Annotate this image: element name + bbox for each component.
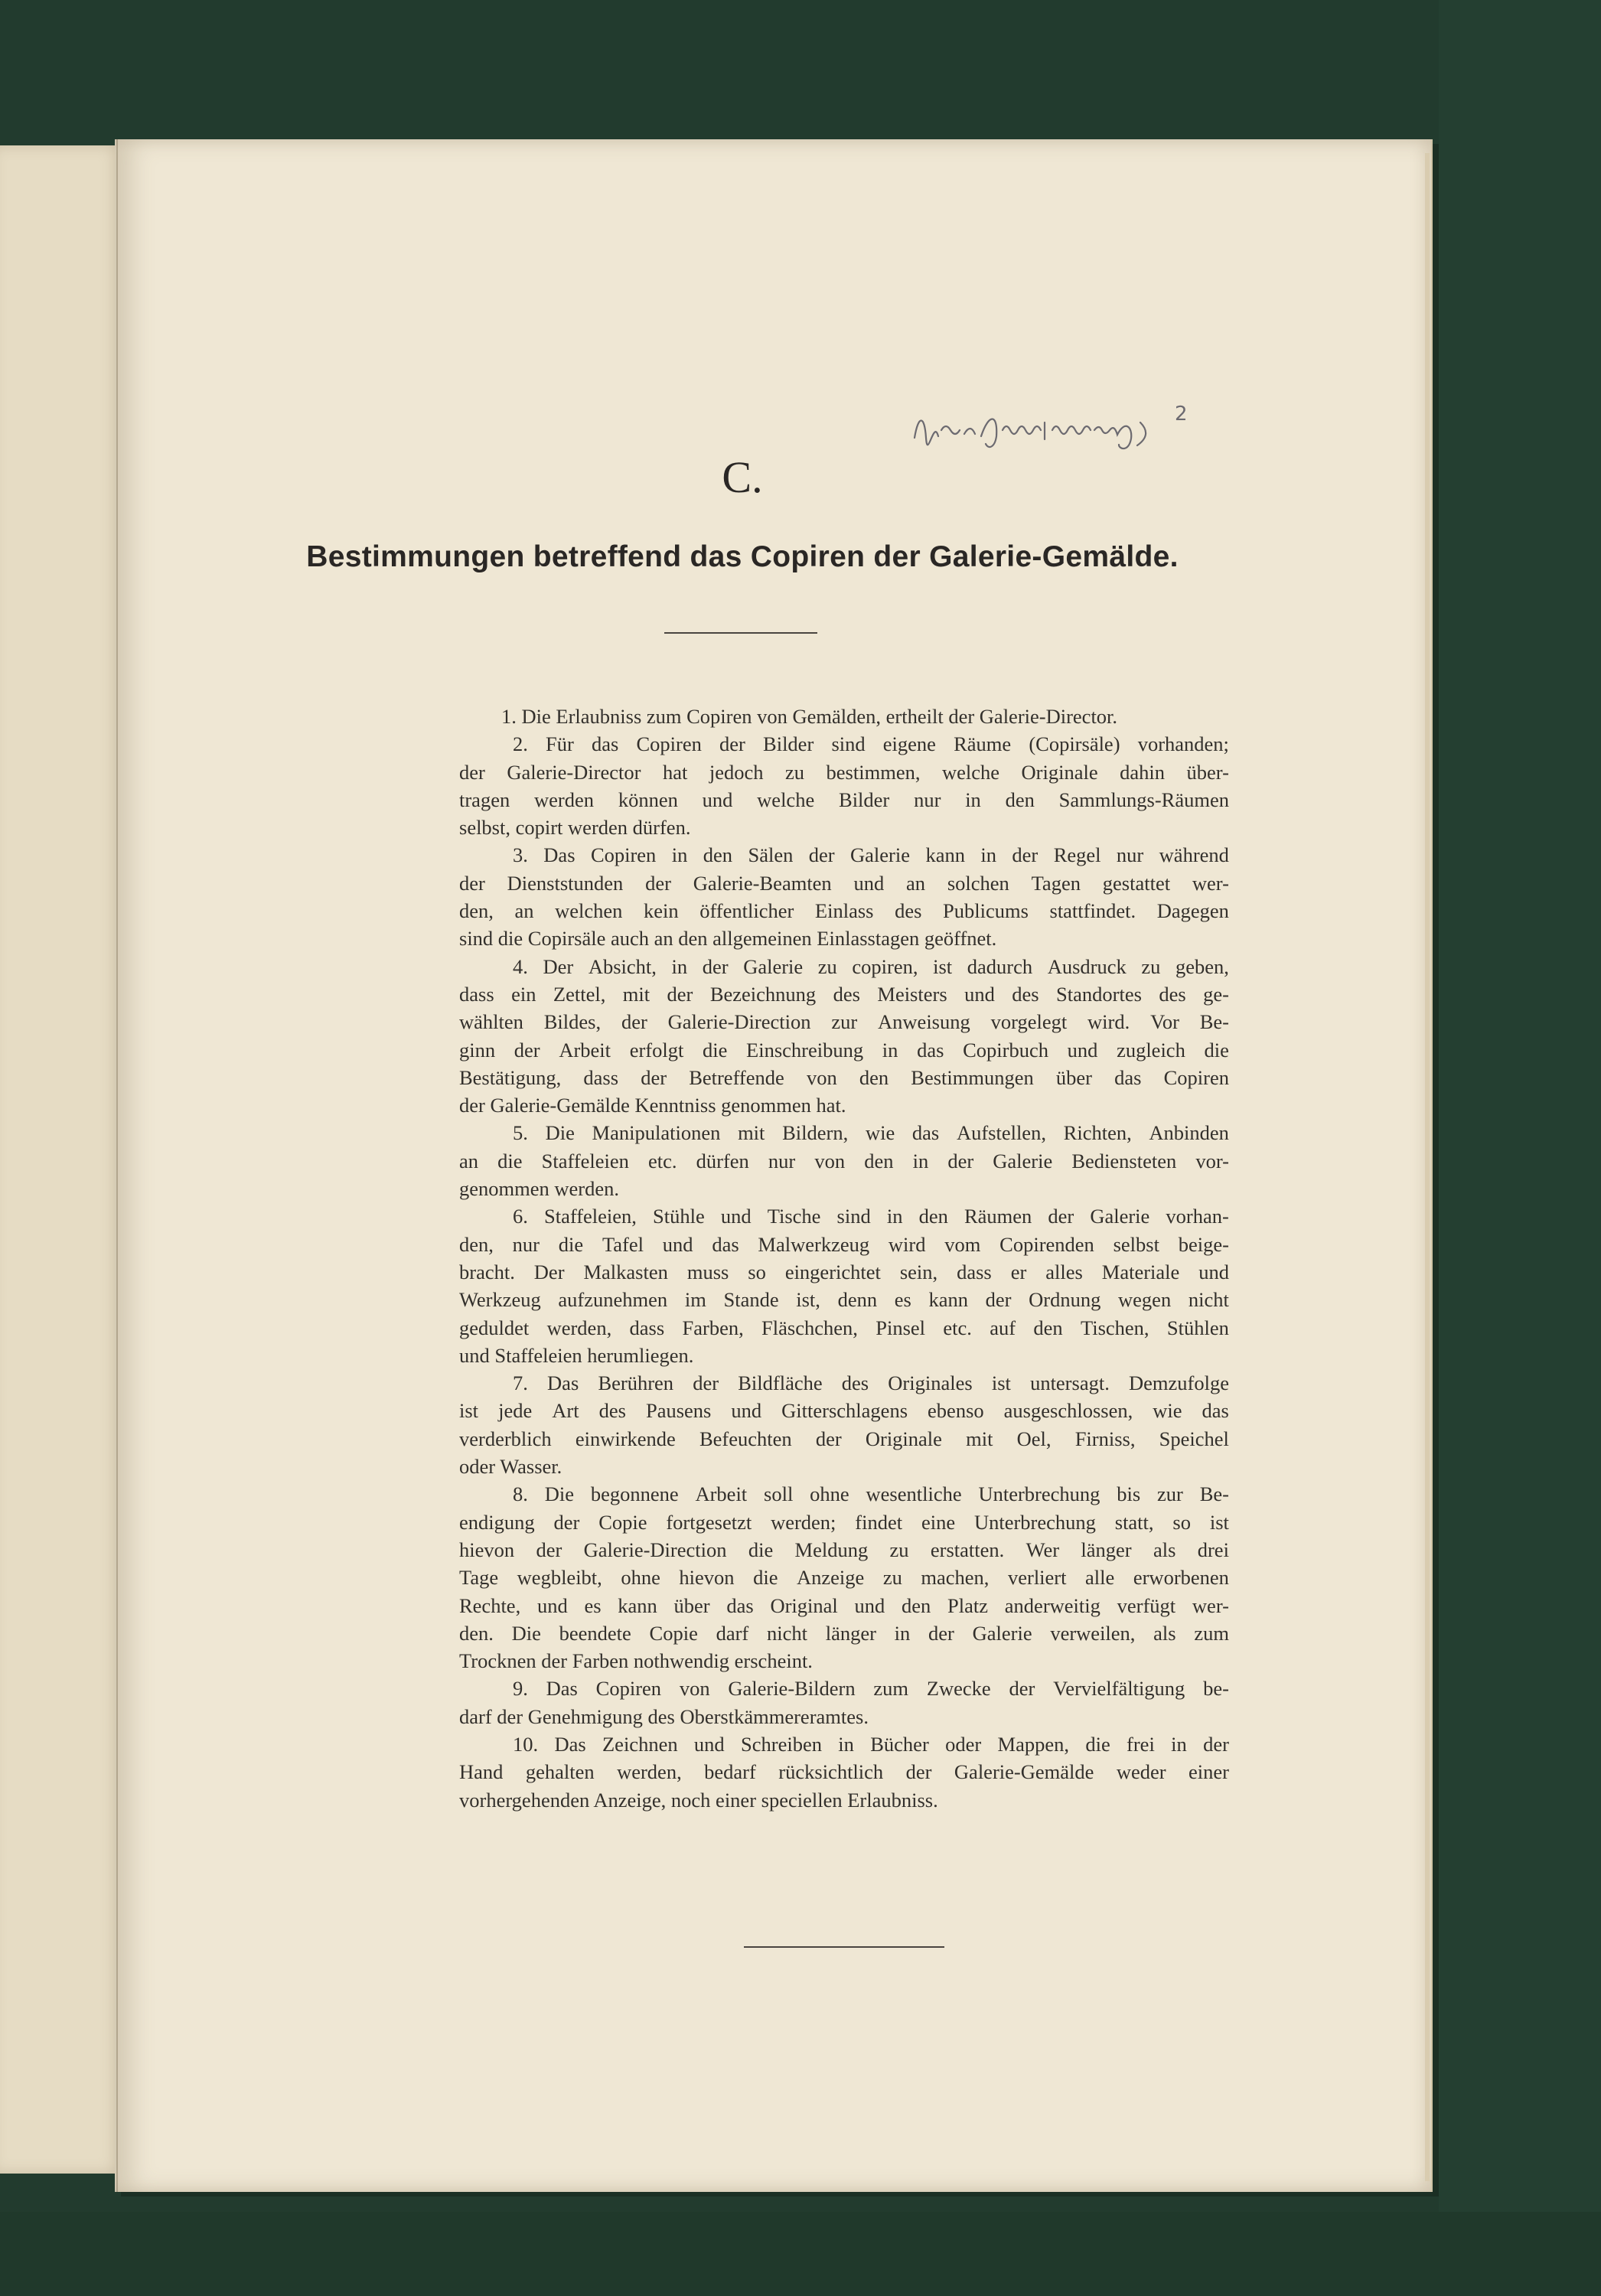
text-line: 7. Das Berühren der Bildfläche des Originales ist untersagt. Demzufolge: [513, 1371, 1229, 1395]
text-line: vorhergehenden Anzeige, noch einer speciellen Erlaubniss.: [459, 1788, 938, 1812]
text-line: selbst, copirt werden dürfen.: [459, 816, 691, 840]
text-line: Trocknen der Farben nothwendig erscheint.: [459, 1649, 813, 1673]
text-line: den, nur die Tafel und das Malwerkzeug wird vom Copirenden selbst beige-: [459, 1232, 1229, 1256]
text-line: dass ein Zettel, mit der Bezeichnung des Meisters und des Standortes des ge-: [459, 982, 1229, 1006]
text-line: ist jede Art des Pausens und Gitterschlagens ebenso ausgeschlossen, wie das: [459, 1399, 1229, 1423]
background-bottom: [0, 2212, 1601, 2296]
text-line: bracht. Der Malkasten muss so eingerichtet sein, dass er alles Materiale und: [459, 1260, 1229, 1283]
text-line: den. Die beendete Copie darf nicht länger in der Galerie verweilen, als zum: [459, 1621, 1229, 1645]
text-line: endigung der Copie fortgesetzt werden; findet eine Unterbrechung statt, so ist: [459, 1510, 1229, 1534]
text-line: 8. Die begonnene Arbeit soll ohne wesentliche Unterbrechung bis zur Be-: [513, 1482, 1229, 1506]
text-line: darf der Genehmigung des Oberstkämmereramtes.: [459, 1704, 869, 1728]
text-line: 1. Die Erlaubniss zum Copiren von Gemälden, ertheilt der Galerie-Director.: [501, 705, 1118, 728]
text-line: der Galerie-Gemälde Kenntniss genommen hat.: [459, 1094, 846, 1117]
text-line: verderblich einwirkende Befeuchten der Originale mit Oel, Firniss, Speichel: [459, 1427, 1229, 1450]
text-line: und Staffeleien herumliegen.: [459, 1343, 694, 1367]
text-line: tragen werden können und welche Bilder nur in den Sammlungs-Räumen: [459, 788, 1229, 811]
page-edge: [1425, 153, 1430, 2181]
text-line: wählten Bildes, der Galerie-Direction zur Anweisung vorgelegt wird. Vor Be-: [459, 1010, 1229, 1034]
text-line: oder Wasser.: [459, 1455, 562, 1479]
text-line: 2. Für das Copiren der Bilder sind eigene Räume (Copirsäle) vorhanden;: [513, 732, 1229, 756]
text-line: Tage wegbleibt, ohne hievon die Anzeige zu machen, verliert alle erworbenen: [459, 1566, 1229, 1590]
text-line: 4. Der Absicht, in der Galerie zu copiren, ist dadurch Ausdruck zu geben,: [513, 954, 1229, 978]
text-line: Werkzeug aufzunehmen im Stande ist, denn es kann der Ordnung wegen nicht: [459, 1288, 1229, 1312]
text-line: der Galerie-Director hat jedoch zu bestimmen, welche Originale dahin über-: [459, 760, 1229, 784]
title-divider: [664, 632, 817, 634]
text-line: der Dienststunden der Galerie-Beamten und an solchen Tagen gestattet wer-: [459, 871, 1229, 895]
handwritten-note: [911, 407, 1171, 453]
text-line: ginn der Arbeit erfolgt die Einschreibung in das Copirbuch und zugleich die: [459, 1038, 1229, 1062]
text-line: Bestätigung, dass der Betreffende von den Bestimmungen über das Copiren: [459, 1065, 1229, 1089]
text-line: 3. Das Copiren in den Sälen der Galerie kann in der Regel nur während: [513, 843, 1229, 867]
folio-number: 2: [1175, 403, 1188, 426]
text-line: genommen werden.: [459, 1177, 619, 1201]
section-letter: C.: [722, 452, 763, 502]
left-page-edge: [0, 145, 122, 2174]
text-line: den, an welchen kein öffentlicher Einlass des Publicums stattfindet. Dagegen: [459, 899, 1229, 923]
text-line: Hand gehalten werden, bedarf rücksichtlich der Galerie-Gemälde weder einer: [459, 1760, 1229, 1784]
background-right: [1439, 0, 1601, 2296]
page-title: Bestimmungen betreffend das Copiren der Galerie-Gemälde.: [306, 540, 1179, 573]
end-divider: [744, 1946, 944, 1948]
text-line: hievon der Galerie-Direction die Meldung zu erstatten. Wer länger als drei: [459, 1538, 1229, 1561]
text-line: 5. Die Manipulationen mit Bildern, wie das Aufstellen, Richten, Anbinden: [513, 1121, 1229, 1145]
text-line: 6. Staffeleien, Stühle und Tische sind in den Räumen der Galerie vorhan-: [513, 1205, 1229, 1228]
text-line: 10. Das Zeichnen und Schreiben in Bücher oder Mappen, die frei in der: [513, 1732, 1229, 1756]
book-gutter: [116, 139, 118, 2192]
text-line: an die Staffeleien etc. dürfen nur von den in der Galerie Bediensteten vor-: [459, 1149, 1229, 1172]
handwritten-signature-icon: [911, 407, 1171, 453]
text-line: Rechte, und es kann über das Original und den Platz anderweitig verfügt wer-: [459, 1593, 1229, 1617]
body-text: [459, 703, 1229, 1814]
text-line: 9. Das Copiren von Galerie-Bildern zum Zwecke der Vervielfältigung be-: [513, 1677, 1229, 1701]
text-line: sind die Copirsäle auch an den allgemeinen Einlasstagen geöffnet.: [459, 927, 997, 951]
text-line: geduldet werden, dass Farben, Fläschchen, Pinsel etc. auf den Tischen, Stühlen: [459, 1316, 1229, 1339]
